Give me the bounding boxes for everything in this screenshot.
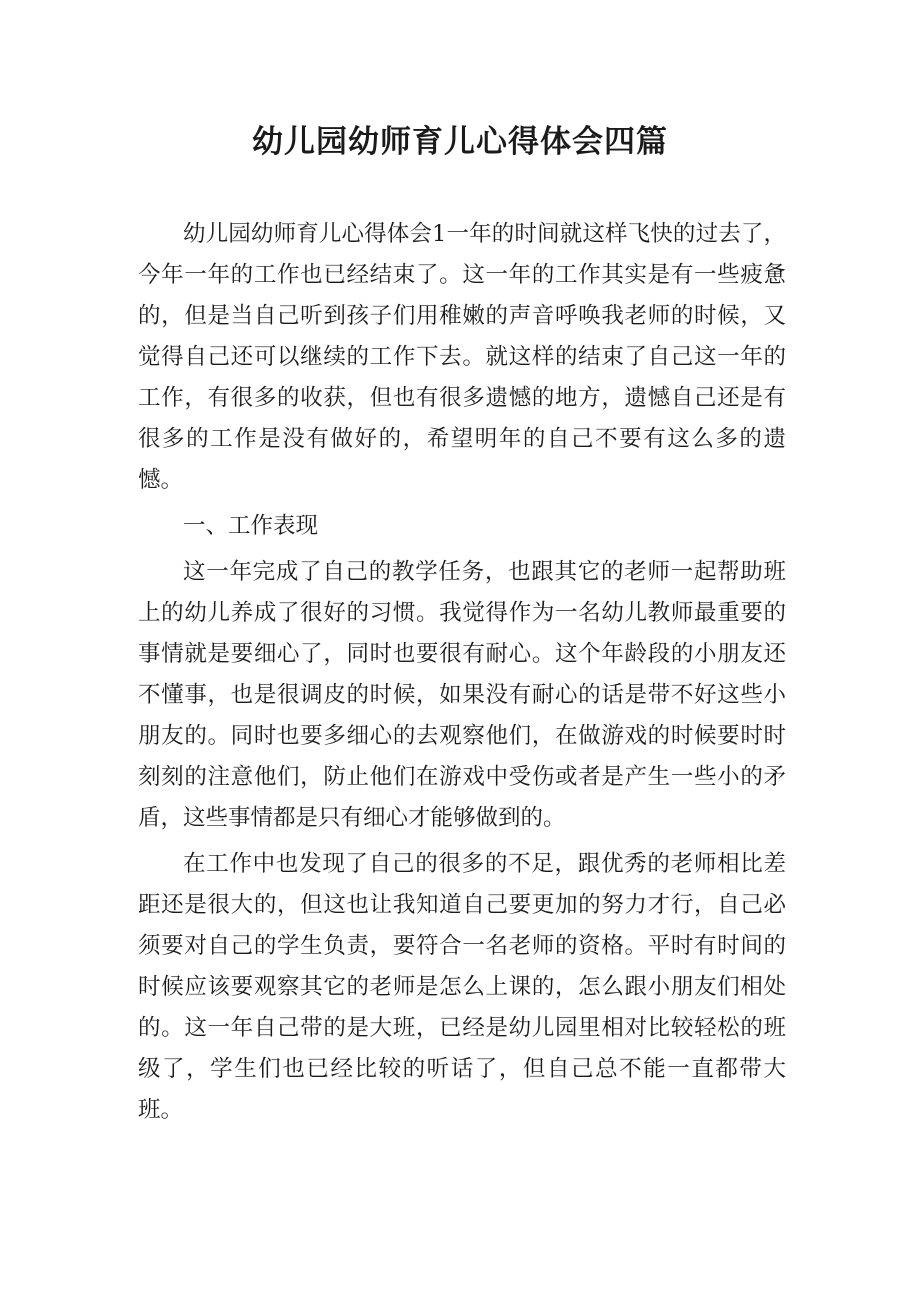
document-title: 幼儿园幼师育儿心得体会四篇 (252, 124, 668, 160)
paragraph-shortcomings: 在工作中也发现了自己的很多的不足，跟优秀的老师相比差距还是很大的，但这也让我知道自己要更加的努力才行，自己必须要对自己的学生负责，要符合一名老师的资格。平时有时间的时候应该要观察其它的老师是怎么上课的，怎么跟小朋友们相处的。这一年自己带的是大班，已经是幼儿园里相对比较轻松的班级了，学生们也已经比较的听话了，但自己总不能一直都带大班。 (138, 851, 786, 1123)
section-heading-work-performance: 一、工作表现 (183, 513, 319, 539)
document-body (138, 214, 786, 1136)
paragraph-intro: 幼儿园幼师育儿心得体会1一年的时间就这样飞快的过去了，今年一年的工作也已经结束了。这一年的工作其实是有一些疲惫的，但是当自己听到孩子们用稚嫩的声音呼唤我老师的时候，又觉得自己还可以继续的工作下去。就这样的结束了自己这一年的工作，有很多的收获，但也有很多遗憾的地方，遗憾自己还是有很多的工作是没有做好的，希望明年的自己不要有这么多的遗憾。 (138, 221, 786, 493)
paragraph-work-performance: 这一年完成了自己的教学任务，也跟其它的老师一起帮助班上的幼儿养成了很好的习惯。我觉得作为一名幼儿教师最重要的事情就是要细心了，同时也要很有耐心。这个年龄段的小朋友还不懂事，也是很调皮的时候，如果没有耐心的话是带不好这些小朋友的。同时也要多细心的去观察他们，在做游戏的时候要时时刻刻的注意他们，防止他们在游戏中受伤或者是产生一些小的矛盾，这些事情都是只有细心才能够做到的。 (138, 559, 786, 831)
